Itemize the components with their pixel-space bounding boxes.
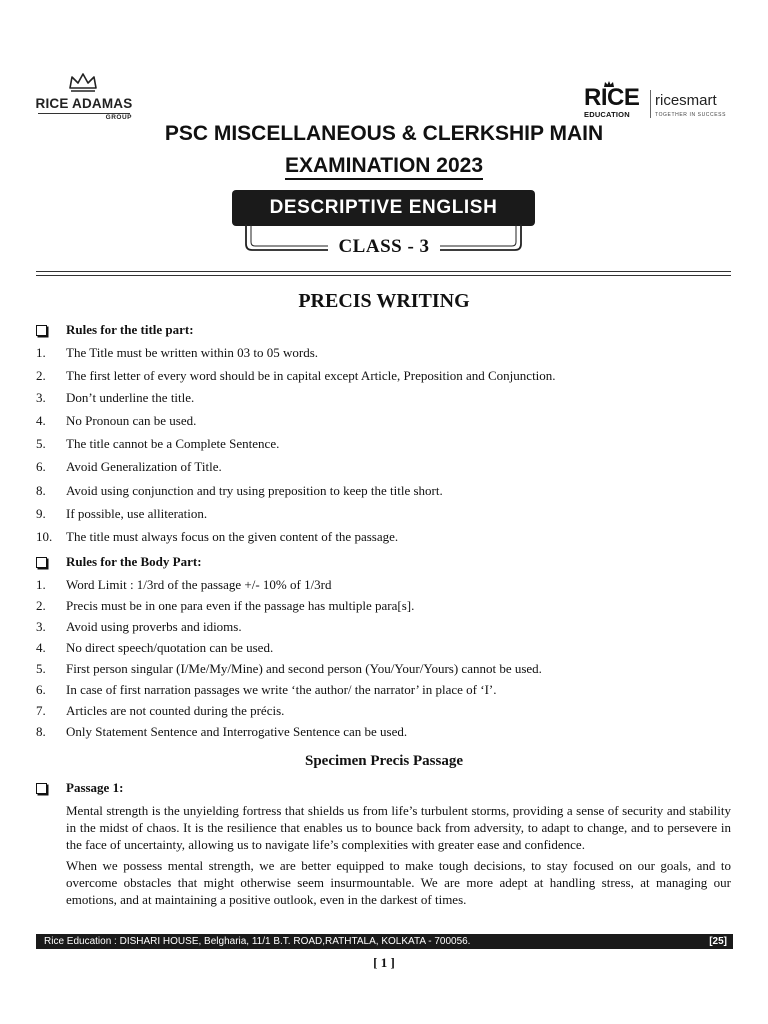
section-heading: PRECIS WRITING xyxy=(298,290,470,312)
logo-left-sub: GROUP xyxy=(105,114,132,121)
divider-bottom xyxy=(36,275,731,276)
ricesmart-tagline: TOGETHER IN SUCCESS xyxy=(655,112,727,118)
checkbox-bullet-icon xyxy=(36,557,47,568)
logo-right-name: RICE xyxy=(584,84,640,111)
logo-left-name: RICE ADAMAS xyxy=(35,96,133,111)
class-label xyxy=(0,236,768,258)
subject-banner: DESCRIPTIVE ENGLISH xyxy=(232,190,535,226)
checkbox-bullet-icon xyxy=(36,783,47,794)
exam-title-line1: PSC MISCELLANEOUS & CLERKSHIP MAIN xyxy=(164,122,604,145)
checkbox-bullet-icon xyxy=(36,325,47,336)
rice-adamas-logo xyxy=(34,72,134,124)
footer-code: [25] xyxy=(709,936,727,947)
passage-paragraph-1: Mental strength is the unyielding fortress that shields us from life’s turbulent storms, providing a sense of security and stability in the midst of chaos. It is the resilience that enables us to bounce back from adversity, to adapt to change, and to persevere in the face of uncertainty, allowing us to navigate life’s complexities with greater ease and confidence. xyxy=(66,803,731,852)
exam-title-line2-text: EXAMINATION 2023 xyxy=(285,154,483,180)
class-label-text: CLASS - 3 xyxy=(328,236,439,257)
footer-bar xyxy=(36,934,733,949)
rice-education-logo xyxy=(584,86,734,122)
page-number: [ 1 ] xyxy=(373,955,395,970)
passage-paragraph-2: When we possess mental strength, we are better equipped to make tough decisions, to stay focused on our goals, and to overcome obstacles that might otherwise seem insurmountable. We are more adept at handling stress, at managing our emotions, and at maintaining a positive outlook, even in the darkest of times. xyxy=(66,858,731,907)
exam-title-line2 xyxy=(0,154,768,178)
divider-top xyxy=(36,271,731,272)
footer-address: Rice Education : DISHARI HOUSE, Belgharia, 11/1 B.T. ROAD,RATHTALA, KOLKATA - 700056. xyxy=(44,936,471,947)
ricesmart-logo: ricesmart xyxy=(655,92,717,109)
logo-right-sub: EDUCATION xyxy=(584,110,630,119)
specimen-heading: Specimen Precis Passage xyxy=(304,753,464,769)
logo-divider xyxy=(650,90,651,118)
crown-icon xyxy=(68,72,98,92)
